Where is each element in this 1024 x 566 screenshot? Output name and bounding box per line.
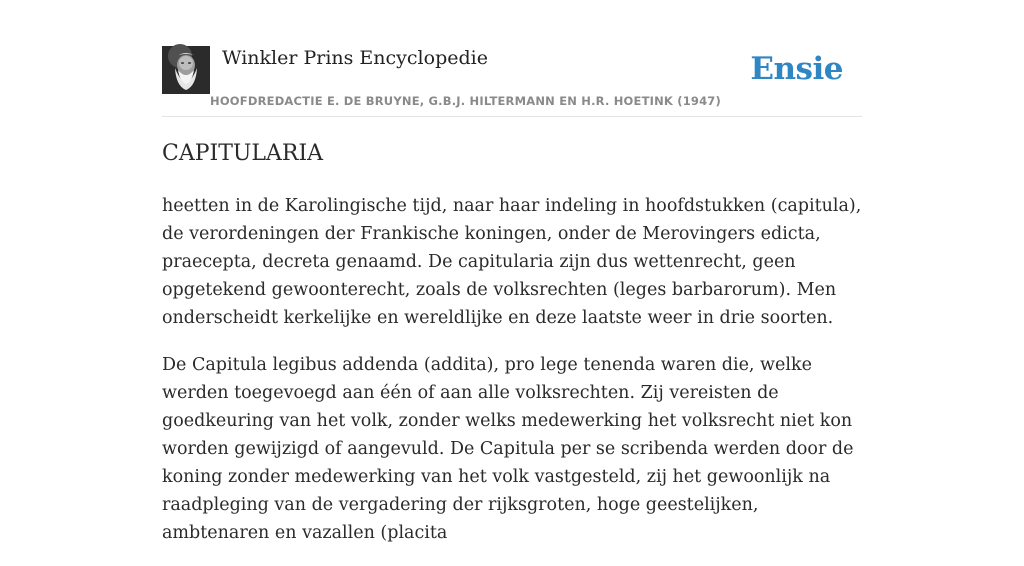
source-title[interactable]: Winkler Prins Encyclopedie: [222, 47, 488, 69]
source-credit: HOOFDREDACTIE E. DE BRUYNE, G.B.J. HILTERMANN EN H.R. HOETINK (1947): [210, 94, 721, 108]
article-paragraph: heetten in de Karolingische tijd, naar haar indeling in hoofdstukken (capitula), de verordeningen der Frankische koningen, onder de Merovingers edicta, praecepta, decreta genaamd. De capitularia zijn dus wettenrecht, geen opgetekend gewoonterecht, zoals de volksrechten (leges barbarorum). Men onderscheidt kerkelijke en wereldlijke en deze laatste weer in drie soorten.: [162, 196, 862, 328]
bearded-man-portrait-icon: [162, 46, 210, 94]
ensie-logo[interactable]: Ensie: [750, 51, 843, 87]
author-avatar: [162, 46, 210, 94]
article-paragraph: De Capitula legibus addenda (addita), pro lege tenenda waren die, welke werden toegevoegd aan één of aan alle volksrechten. Zij vereisten de goedkeuring van het volk, zonder welks medewerking het volksrecht niet kon worden gewijzigd of aangevuld. De Capitula per se scribenda werden door de koning zonder medewerking van het volk vastgesteld, zij het gewoonlijk na raadpleging van de vergadering der rijksgroten, hoge geestelijken, ambtenaren en vazallen (placita: [162, 355, 854, 543]
article-title: CAPITULARIA: [162, 141, 324, 166]
article-body: [162, 192, 862, 566]
source-header: [162, 46, 862, 117]
